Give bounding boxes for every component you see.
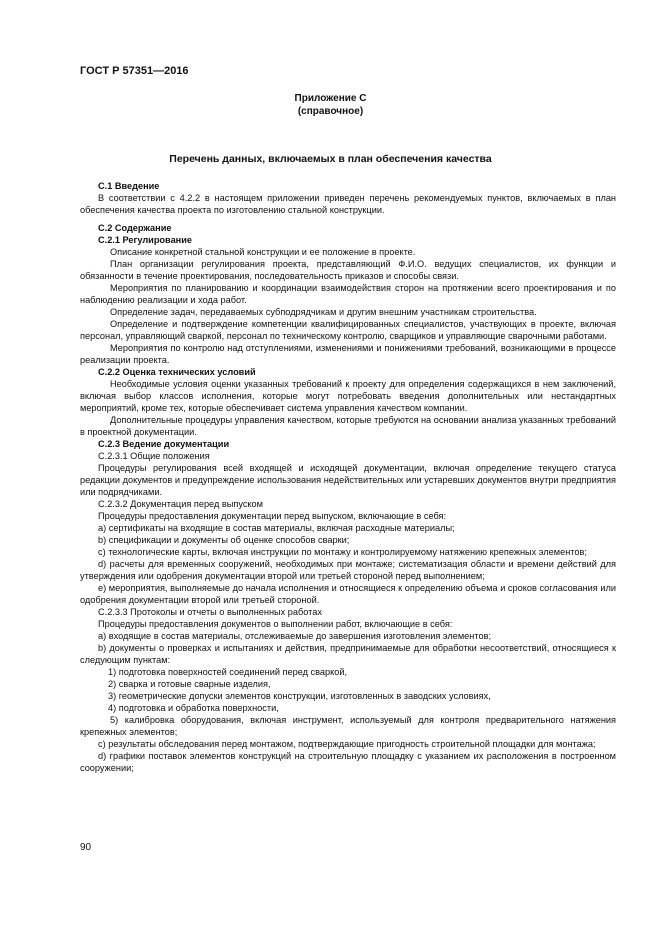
paragraph: Мероприятия по планированию и координации взаимодействия сторон на протяжении всего проектирования и по наблюдению реализации и хода работ. — [80, 283, 616, 305]
page-number: 90 — [80, 842, 92, 853]
paragraph: Определение и подтверждение компетенции квалифицированных специалистов, участвующих в проекте, включая персонал, управляющий сваркой, персонал по техническому контролю, сварщиков и управляющие сварочными работами. — [80, 319, 616, 341]
list-item: e) мероприятия, выполняемые до начала исполнения и относящиеся к определению объема и сроков согласования или одобрения документации второй или третьей стороной. — [80, 583, 616, 605]
paragraph: Мероприятия по контролю над отступлениями, изменениями и понижениями требований, возникающими в процессе реализации проекта. — [80, 343, 616, 365]
subsection-heading: С.2.1 Регулирование — [98, 235, 192, 245]
appendix-label — [0, 92, 661, 118]
paragraph: Необходимые условия оценки указанных требований к проекту для определения содержащихся в нем заключений, включая выбор классов исполнения, которые могут потребовать введения дополнительных или нестандартных мероприятий, кроме тех, которые обеспечивает система управления качеством компании. — [80, 379, 616, 413]
clause-heading: С.2.3.3 Протоколы и отчеты о выполненных работах — [98, 607, 322, 617]
list-subitem: 4) подготовка и обработка поверхности, — [108, 703, 279, 713]
paragraph: В соответствии с 4.2.2 в настоящем приложении приведен перечень рекомендуемых пунктов, включаемых в план обеспечения качества проекта по изготовлению стальной конструкции. — [80, 193, 616, 215]
appendix-subtitle: (справочное) — [297, 106, 364, 117]
list-item: a) входящие в состав материалы, отслеживаемые до завершения изготовления элементов; — [98, 631, 492, 641]
subsection-heading: С.2.2 Оценка технических условий — [98, 367, 256, 377]
paragraph: Процедуры регулирования всей входящей и исходящей документации, включая определение текущего статуса редакции документов и предупреждение использования недействительных или устаревших документов внутри предприятия или подрядчиками. — [80, 463, 616, 497]
list-item: b) документы о проверках и испытаниях и действия, предпринимаемые для обработки несоответствий, относящиеся к следующим пунктам: — [80, 643, 616, 665]
list-item: c) технологические карты, включая инструкции по монтажу и контролируемому натяжению крепежных элементов; — [98, 547, 587, 557]
document-body — [80, 180, 616, 774]
document-header: ГОСТ Р 57351—2016 — [80, 65, 189, 77]
paragraph: Описание конкретной стальной конструкции и ее положение в проекте. — [110, 247, 416, 257]
list-subitem: 5) калибровка оборудования, включая инструмент, используемый для контроля предварительного натяжения крепежных элементов; — [80, 715, 616, 737]
section-heading: С.1 Введение — [98, 181, 160, 191]
clause-heading: С.2.3.2 Документация перед выпуском — [98, 499, 263, 509]
paragraph: Дополнительные процедуры управления качеством, которые требуются на основании анализа указанных требований в проектной документации. — [80, 415, 616, 437]
paragraph: Процедуры предоставления документов о выполнении работ, включающие в себя: — [98, 619, 453, 629]
subsection-heading: С.2.3 Ведение документации — [98, 439, 230, 449]
list-item: d) графики поставок элементов конструкций на строительную площадку с указанием их расположения в построенном сооружении; — [80, 751, 616, 773]
clause-heading: С.2.3.1 Общие положения — [98, 451, 210, 461]
paragraph: Процедуры предоставления документации перед выпуском, включающие в себя: — [98, 511, 447, 521]
list-item: c) результаты обследования перед монтажом, подтверждающие пригодность строительной площадки для монтажа; — [98, 739, 596, 749]
section-heading: С.2 Содержание — [98, 223, 172, 233]
page-title: Перечень данных, включаемых в план обеспечения качества — [169, 153, 492, 165]
paragraph: План организации регулирования проекта, представляющий Ф.И.О. ведущих специалистов, их функции и обязанности в течение проектирования, последовательность приказов и способы связи. — [80, 259, 616, 281]
paragraph: Определение задач, передаваемых субподрядчикам и другим внешним участникам строительства. — [110, 307, 537, 317]
list-subitem: 2) сварка и готовые сварные изделия, — [108, 679, 271, 689]
list-item: b) спецификации и документы об оценке способов сварки; — [98, 535, 350, 545]
list-item: a) сертификаты на входящие в состав материалы, включая расходные материалы; — [98, 523, 455, 533]
list-subitem: 1) подготовка поверхностей соединений перед сваркой, — [108, 667, 348, 677]
list-subitem: 3) геометрические допуски элементов конструкции, изготовленных в заводских условиях, — [108, 691, 491, 701]
appendix-title: Приложение С — [294, 93, 367, 104]
list-item: d) расчеты для временных сооружений, необходимых при монтаже; систематизация области и времени действий для утверждения или одобрения документации второй или третьей стороной перед выполнением; — [80, 559, 616, 581]
